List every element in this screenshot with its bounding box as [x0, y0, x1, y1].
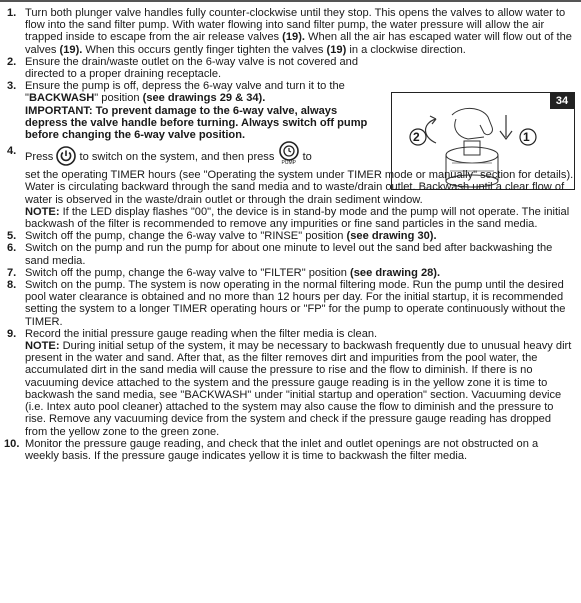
step-text: Monitor the pressure gauge reading, and check that the inlet and outlet openings are not obstructed on a weekly basis. If the pressure gauge indicates yellow it is time to backwash the filter media.	[25, 437, 539, 462]
pump-timer-button-icon	[278, 145, 300, 169]
step-number: 3.	[7, 80, 17, 93]
step-10	[4, 437, 575, 462]
step-8	[7, 279, 575, 328]
step-number: 1.	[7, 7, 17, 19]
step-number: 4.	[7, 145, 17, 158]
step-text: Ensure the drain/waste outlet on the 6-way valve is not covered and directed to a proper draining receptacle.	[25, 55, 359, 81]
drawing-label-1: 1	[523, 130, 530, 144]
step-4	[7, 145, 575, 230]
step-number: 2.	[7, 55, 17, 68]
step-text: Record the initial pressure gauge reading when the filter media is clean. NOTE: During initial setup of the system, it may be necessary to backwash frequently due to unusual heavy dirt present in the water and sand. After that, as the filter removes dirt and impurities from the pool water, the accumulated dirt in the sand media will cause the pressure to rise and the flow to diminish. If there is no vacuuming device attached to the system and the pressure gauge reading is in the yellow zone it is time to backwash the sand media, see "BACKWASH" under "initial startup and operation" section. Vacuuming device (i.e. Intex auto pool cleaner) attached to the system may also cause the flow to diminish and the pressure to rise. Remove any vacuuming device from the system and check if the pressure gauge reading has dropped from the yellow zone to the green zone.	[25, 327, 572, 438]
step-text: Switch off the pump, change the 6-way valve to "RINSE" position (see drawing 30).	[25, 230, 437, 243]
note-label: NOTE:	[25, 340, 60, 353]
pump-label: PUMP	[281, 160, 296, 167]
step-number: 10.	[4, 437, 20, 450]
step-number: 6.	[7, 242, 17, 255]
power-button-icon	[56, 146, 76, 169]
step-text: Switch on the pump. The system is now operating in the normal filtering mode. Run the pump until the desired pool water clearance is obtained and no more than 12 hours per day. For the initial startup, it is recommended setting the system to a longer TIMER operating hours or "FP" for the pump to operate continuously without the TIMER.	[25, 279, 566, 328]
step-number: 8.	[7, 279, 17, 292]
step-text: Ensure the pump is off, depress the 6-way valve and turn it to the "BACKWASH" position (see drawings 29 & 34). IMPORTANT: To prevent damage to the 6-way valve, always depress the valve handle before turning. Always switch off pump before changing the 6-way valve position.	[25, 80, 368, 142]
step-number: 9.	[7, 327, 17, 340]
step-5	[7, 230, 575, 242]
note-label: NOTE:	[25, 205, 60, 218]
step-2	[7, 56, 382, 80]
important-notice: IMPORTANT: To prevent damage to the 6-way valve, always depress the valve handle before turning. Always switch off pump before changing the 6-way valve position.	[25, 104, 368, 142]
step-text: Turn both plunger valve handles fully counter-clockwise until they stop. This opens the valves to allow water to flow into the sand filter pump. With water flowing into sand filter pump, the water pressure will allow the air trapped inside to escape from the air release valves (19). When all the air has escaped water will flow out of the valves (19). When this occurs gently finger tighten the valves (19) in a clockwise direction.	[25, 7, 572, 56]
step-number: 5.	[7, 230, 17, 243]
instructions-list	[4, 7, 575, 462]
drawing-number-badge: 34	[550, 93, 574, 109]
step-text: Switch off the pump, change the 6-way valve to "FILTER" position (see drawing 28).	[25, 266, 441, 279]
step-6	[7, 242, 575, 266]
step-text: Switch on the pump and run the pump for about one minute to level out the sand bed after backwashing the sand media.	[25, 242, 553, 267]
step-9	[7, 328, 575, 438]
top-rule	[0, 0, 581, 2]
step-3	[7, 80, 382, 141]
step-7	[7, 267, 575, 279]
step-number: 7.	[7, 266, 17, 279]
drawing-label-2: 2	[413, 130, 420, 144]
step-1	[7, 7, 575, 56]
step-text: Press to switch on the system, and then press PUMP to set the operating TIMER hours (see "Operating the system under TIMER mode or manually" section for details). Water is circulating backward through the sand media and to waste/drain outlet. Backwash until a clear flow of water is observed in the waste/drain outlet or through the drain sediment window. NOTE: If the LED display flashes "00", the device is in stand-by mode and the pump will not operate. The initial backwash of the filter is recommended to remove any impurities or fine sand particles in the sand media.	[25, 145, 575, 230]
